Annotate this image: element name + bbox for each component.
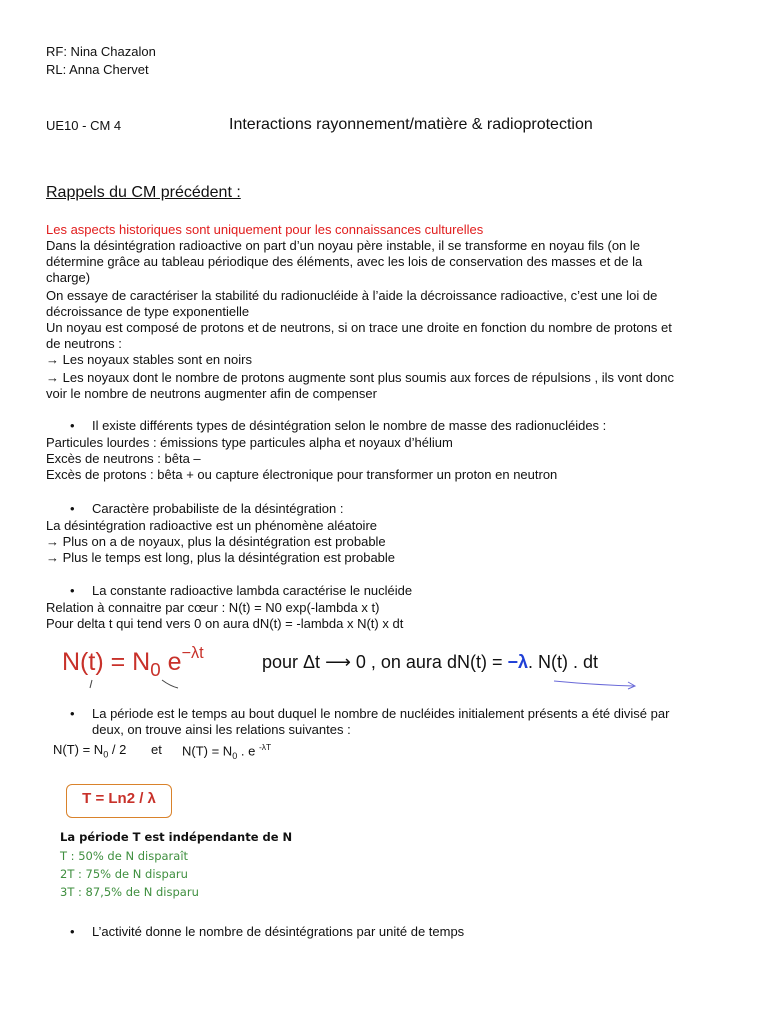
bullet3-line: Pour delta t qui tend vers 0 on aura dN(t) = -lambda x N(t) x dt [46, 616, 404, 631]
derivative-formula: pour Δt ⟶ 0 , on aura dN(t) = −λ. N(t) . dt [262, 652, 598, 672]
rf-line: RF: Nina Chazalon [46, 44, 156, 59]
intro-line: → Les noyaux stables sont en noirs [46, 352, 252, 367]
bullet-dot: • [70, 418, 75, 433]
intro-line: charge) [46, 270, 91, 285]
bullet3-line: Relation à connaitre par cœur : N(t) = N0 exp(-lambda x t) [46, 600, 380, 615]
relation-half: $N(T) = N_0 / 2$ [53, 742, 127, 760]
periode-formula: T = Ln2 / λ [82, 790, 156, 807]
periode-item: T : 50% de N disparaît [60, 849, 189, 863]
periode-item: 3T : 87,5% de N disparu [60, 885, 199, 899]
bullet-dot: • [70, 583, 75, 598]
bullet-desintegration-types: Il existe différents types de désintégration selon le nombre de masse des radionucléides : [92, 418, 607, 433]
intro-line: de neutrons : [46, 336, 122, 351]
bullet-dot: • [70, 924, 75, 939]
intro-line: Un noyau est composé de protons et de neutrons, si on trace une droite en fonction du nombre de protons et [46, 320, 672, 335]
section-title: Rappels du CM précédent : [46, 184, 241, 201]
course-code: UE10 - CM 4 [46, 118, 122, 133]
bullet-probabilistic: Caractère probabiliste de la désintégration : [92, 501, 344, 516]
bullet-periode: La période est le temps au bout duquel le nombre de nucléides initialement présents a été divisé par [92, 706, 670, 721]
bullet2-line: → Plus le temps est long, plus la désintégration est probable [46, 550, 396, 565]
decay-law-formula: $N(t) = N_0$ $e^{-\lambda t}$ [62, 644, 204, 680]
bullet1-line: Excès de protons : bêta + ou capture électronique pour transformer un proton en neutron [46, 467, 558, 482]
bullet1-line: Excès de neutrons : bêta – [46, 451, 201, 466]
relation-et: et [151, 742, 162, 757]
bullet-dot: • [70, 706, 75, 721]
intro-line: On essaye de caractériser la stabilité du radionucléide à l’aide la décroissance radioactive, c’est une loi de [46, 288, 658, 303]
bullet-periode-cont: deux, on trouve ainsi les relations suivantes : [92, 722, 351, 737]
handwritten-marks [86, 676, 646, 700]
bullet-activite: L’activité donne le nombre de désintégrations par unité de temps [92, 924, 465, 939]
bullet2-line: → Plus on a de noyaux, plus la désintégration est probable [46, 534, 386, 549]
bullet-dot: • [70, 501, 75, 516]
intro-line: décroissance de type exponentielle [46, 304, 250, 319]
bullet1-line: Particules lourdes : émissions type particules alpha et noyaux d’hélium [46, 435, 453, 450]
page-title: Interactions rayonnement/matière & radioprotection [229, 116, 593, 133]
intro-line: → Les noyaux dont le nombre de protons augmente sont plus soumis aux forces de répulsions , ils vont donc [46, 370, 674, 385]
periode-note-title: La période T est indépendante de N [60, 830, 293, 844]
intro-line: Dans la désintégration radioactive on part d’un noyau père instable, il se transforme en noyau fils (on le [46, 238, 641, 253]
historical-note: Les aspects historiques sont uniquement pour les connaissances culturelles [46, 222, 484, 237]
bullet2-line: La désintégration radioactive est un phénomène aléatoire [46, 518, 378, 533]
periode-item: 2T : 75% de N disparu [60, 867, 188, 881]
intro-line: voir le nombre de neutrons augmenter afin de compenser [46, 386, 377, 401]
intro-line: détermine grâce au tableau périodique des éléments, avec les lois de conservation des masses et de la [46, 254, 643, 269]
rl-line: RL: Anna Chervet [46, 62, 149, 77]
relation-exp: $N(T) = N_0$ . e $^{-\lambda T}$ [182, 742, 272, 761]
bullet-lambda: La constante radioactive lambda caractérise le nucléide [92, 583, 413, 598]
